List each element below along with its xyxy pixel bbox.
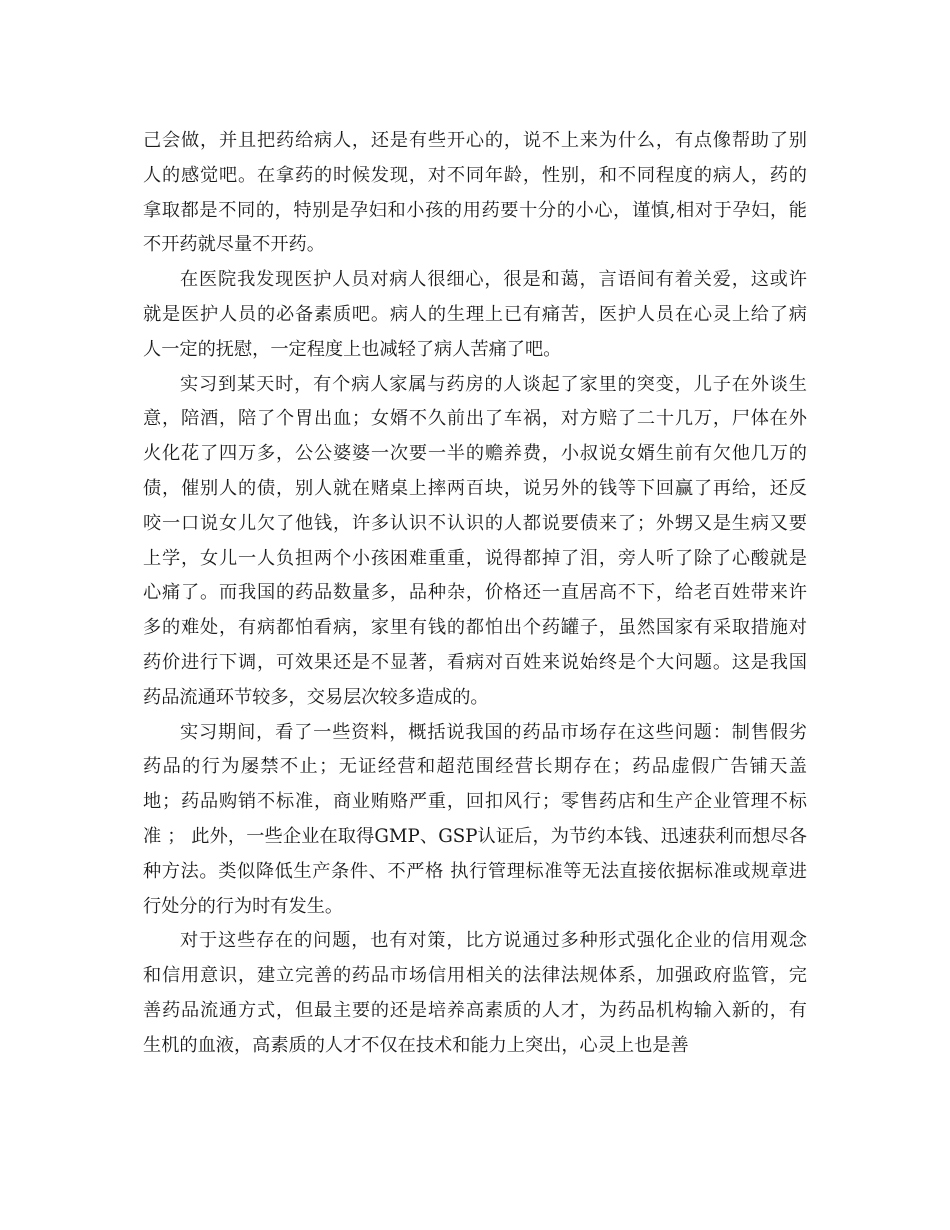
text-line: 药价进行下调，可效果还是不显著，看病对百姓来说始终是个大问题。这是我国 xyxy=(143,651,807,673)
document-body-text xyxy=(143,124,807,1064)
text-line: 人一定的抚慰，一定程度上也减轻了病人苦痛了吧。 xyxy=(143,338,562,360)
text-line: 己会做，并且把药给病人，还是有些开心的，说不上来为什么，有点像帮助了别 xyxy=(143,130,807,151)
text-line: 拿取都是不同的，特别是孕妇和小孩的用药要十分的小心，谨慎,相对于孕妇，能 xyxy=(143,199,807,221)
text-line: 药品流通环节较多，交易层次较多造成的。 xyxy=(143,686,489,708)
text-line: 在医院我发现医护人员对病人很细心，很是和蔼，言语间有着关爱，这或许 xyxy=(180,269,807,291)
text-line: 不开药就尽量不开药。 xyxy=(143,234,325,256)
text-line: 上学，女儿一人负担两个小孩困难重重，说得都掉了泪，旁人听了除了心酸就是 xyxy=(143,547,807,569)
text-line: 就是医护人员的必备素质吧。病人的生理上已有痛苦，医护人员在心灵上给了病 xyxy=(143,303,807,325)
text-line: 地；药品购销不标准，商业贿赂严重，回扣风行；零售药店和生产企业管理不标 xyxy=(143,791,807,813)
text-line: 意，陪酒，陪了个胃出血；女婿不久前出了车祸，对方赔了二十几万，尸体在外 xyxy=(143,408,807,430)
text-line: 咬一口说女儿欠了他钱，许多认识不认识的人都说要债来了；外甥又是生病又要 xyxy=(143,512,807,534)
text-line: 和信用意识，建立完善的药品市场信用相关的法律法规体系，加强政府监管，完 xyxy=(143,965,807,987)
text-line: 善药品流通方式，但最主要的还是培养高素质的人才，为药品机构输入新的，有 xyxy=(143,999,807,1021)
text-line: 对于这些存在的问题，也有对策，比方说通过多种形式强化企业的信用观念 xyxy=(180,930,807,952)
text-line: 心痛了。而我国的药品数量多，品种杂，价格还一直居高不下，给老百姓带来许 xyxy=(143,582,807,604)
text-line: 准 ； 此外，一些企业在取得GMP、GSP认证后，为节约本钱、迅速获利而想尽各 xyxy=(143,825,807,847)
text-line: 实习期间，看了一些资料，概括说我国的药品市场存在这些问题：制售假劣 xyxy=(180,721,807,743)
text-line: 债，催别人的债，别人就在赌桌上摔两百块，说另外的钱等下回赢了再给，还反 xyxy=(143,477,807,499)
text-line: 火化花了四万多，公公婆婆一次要一半的赡养费，小叔说女婿生前有欠他几万的 xyxy=(143,443,807,465)
text-line: 生机的血液，高素质的人才不仅在技术和能力上突出，心灵上也是善 xyxy=(143,1034,689,1056)
text-line: 行处分的行为时有发生。 xyxy=(143,895,344,917)
text-line: 实习到某天时，有个病人家属与药房的人谈起了家里的突变，儿子在外谈生 xyxy=(180,373,807,395)
text-line: 多的难处，有病都怕看病，家里有钱的都怕出个药罐子，虽然国家有采取措施对 xyxy=(143,617,807,639)
text-line: 人的感觉吧。在拿药的时候发现，对不同年龄，性别，和不同程度的病人，药的 xyxy=(143,164,807,186)
text-line: 药品的行为屡禁不止；无证经营和超范围经营长期存在；药品虚假广告铺天盖 xyxy=(143,756,807,778)
text-line: 种方法。类似降低生产条件、不严格 执行管理标准等无法直接依据标准或规章进 xyxy=(143,860,807,882)
